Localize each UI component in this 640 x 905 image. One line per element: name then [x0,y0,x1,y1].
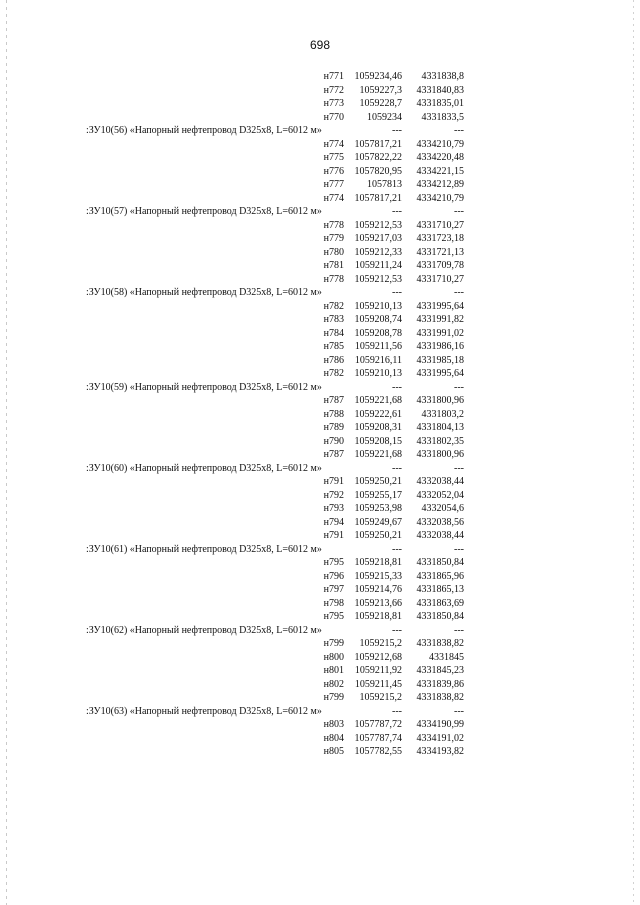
x-coordinate-cell: 1059255,17 [354,489,402,501]
table-row [86,448,466,462]
point-id-cell: н797 [323,584,344,595]
y-coordinate-cell: 4331839,86 [416,678,464,690]
y-coordinate-cell: 4332054,6 [421,503,464,514]
section-label: :ЗУ10(58) «Напорный нефтепровод D325x8, L=6012 м» [86,287,322,298]
table-row [86,529,466,543]
table-row [86,597,466,611]
x-coordinate-cell: 1059208,74 [354,314,402,325]
point-id-cell: н801 [323,665,344,676]
point-id-cell: н796 [323,570,344,582]
point-id-cell: н783 [323,314,344,325]
y-coordinate-cell: 4331802,35 [416,435,464,447]
point-id-cell: н781 [323,260,344,271]
y-coordinate-cell: 4331803,2 [421,408,464,420]
table-row [86,327,466,341]
table-row [86,664,466,678]
table-row [86,421,466,435]
y-coordinate-cell: --- [454,381,464,393]
point-id-cell: н789 [323,422,344,433]
table-row [86,70,466,84]
section-label: :ЗУ10(60) «Напорный нефтепровод D325x8, L=6012 м» [86,462,322,474]
y-coordinate-cell: 4331985,18 [416,354,464,366]
y-coordinate-cell: 4331833,5 [421,111,464,123]
table-row [86,583,466,597]
y-coordinate-cell: 4334212,89 [416,179,464,190]
table-row [86,475,466,489]
point-id-cell: н774 [323,138,344,150]
y-coordinate-cell: 4331723,18 [416,233,464,244]
y-coordinate-cell: 4331850,84 [416,611,464,622]
y-coordinate-cell: --- [454,624,464,636]
point-id-cell: н771 [323,71,344,82]
point-id-cell: н773 [323,98,344,109]
table-row [86,138,466,152]
x-coordinate-cell: 1057817,21 [354,138,402,150]
x-coordinate-cell: 1059215,2 [359,692,402,703]
x-coordinate-cell: 1059227,3 [359,84,402,96]
point-id-cell: н792 [323,489,344,501]
x-coordinate-cell: 1059234,46 [354,71,402,82]
section-header-row [86,381,466,395]
y-coordinate-cell: --- [454,705,464,717]
y-coordinate-cell: 4331991,82 [416,314,464,325]
table-row [86,300,466,314]
y-coordinate-cell: 4331804,13 [416,422,464,433]
table-row [86,97,466,111]
section-header-row [86,543,466,557]
table-row [86,408,466,422]
point-id-cell: н803 [323,719,344,730]
point-id-cell: н779 [323,233,344,244]
point-id-cell: н794 [323,516,344,528]
point-id-cell: н793 [323,503,344,514]
table-row [86,367,466,381]
scan-edge-right [633,0,634,905]
x-coordinate-cell: 1059250,21 [354,530,402,541]
x-coordinate-cell: 1059250,21 [354,476,402,487]
coordinates-table [86,70,466,759]
point-id-cell: н790 [323,435,344,447]
x-coordinate-cell: 1059215,33 [354,570,402,582]
y-coordinate-cell: --- [454,206,464,217]
x-coordinate-cell: --- [392,705,402,717]
section-label: :ЗУ10(61) «Напорный нефтепровод D325x8, L=6012 м» [86,543,322,555]
x-coordinate-cell: 1059211,56 [354,341,402,352]
section-header-row [86,705,466,719]
y-coordinate-cell: 4331850,84 [416,557,464,568]
x-coordinate-cell: 1059210,13 [354,368,402,379]
table-row [86,435,466,449]
x-coordinate-cell: 1059253,98 [354,503,402,514]
page-number: 698 [309,38,331,52]
section-header-row [86,286,466,300]
x-coordinate-cell: 1059213,66 [354,597,402,609]
x-coordinate-cell: 1059211,24 [354,260,402,271]
x-coordinate-cell: --- [392,206,402,217]
y-coordinate-cell: 4331865,96 [416,570,464,582]
y-coordinate-cell: --- [454,125,464,136]
point-id-cell: н787 [323,449,344,460]
y-coordinate-cell: 4331710,27 [416,219,464,231]
section-header-row [86,462,466,476]
x-coordinate-cell: 1059218,81 [354,611,402,622]
y-coordinate-cell: 4331721,13 [416,246,464,258]
y-coordinate-cell: 4332038,44 [416,530,464,541]
y-coordinate-cell: 4332038,56 [416,516,464,528]
point-id-cell: н798 [323,597,344,609]
x-coordinate-cell: --- [392,462,402,474]
y-coordinate-cell: 4331838,82 [416,692,464,703]
x-coordinate-cell: --- [392,125,402,136]
table-row [86,691,466,705]
section-header-row [86,624,466,638]
point-id-cell: н785 [323,341,344,352]
table-row [86,651,466,665]
y-coordinate-cell: 4334210,79 [416,192,464,204]
table-row [86,516,466,530]
point-id-cell: н786 [323,354,344,366]
y-coordinate-cell: 4331800,96 [416,449,464,460]
x-coordinate-cell: 1059217,03 [354,233,402,244]
point-id-cell: н770 [323,111,344,123]
y-coordinate-cell: 4331800,96 [416,395,464,406]
table-row [86,246,466,260]
x-coordinate-cell: 1059215,2 [359,638,402,649]
x-coordinate-cell: 1057822,22 [354,152,402,163]
x-coordinate-cell: 1059249,67 [354,516,402,528]
x-coordinate-cell: 1059210,13 [354,300,402,312]
table-row [86,111,466,125]
table-row [86,354,466,368]
table-row [86,313,466,327]
table-row [86,678,466,692]
x-coordinate-cell: 1059208,15 [354,435,402,447]
point-id-cell: н799 [323,692,344,703]
point-id-cell: н805 [323,746,344,757]
x-coordinate-cell: 1059208,31 [354,422,402,433]
y-coordinate-cell: --- [454,543,464,555]
point-id-cell: н784 [323,327,344,339]
x-coordinate-cell: 1059218,81 [354,557,402,568]
section-label: :ЗУ10(57) «Напорный нефтепровод D325x8, L=6012 м» [86,206,322,217]
y-coordinate-cell: 4331845,23 [416,665,464,676]
point-id-cell: н804 [323,732,344,744]
point-id-cell: н791 [323,530,344,541]
x-coordinate-cell: 1059212,53 [354,219,402,231]
y-coordinate-cell: 4332038,44 [416,476,464,487]
y-coordinate-cell: --- [454,287,464,298]
x-coordinate-cell: 1059212,53 [354,273,402,285]
x-coordinate-cell: 1057813 [367,179,402,190]
x-coordinate-cell: --- [392,543,402,555]
point-id-cell: н777 [323,179,344,190]
point-id-cell: н799 [323,638,344,649]
x-coordinate-cell: 1059228,7 [359,98,402,109]
section-label: :ЗУ10(62) «Напорный нефтепровод D325x8, L=6012 м» [86,624,322,636]
point-id-cell: н795 [323,611,344,622]
point-id-cell: н800 [323,651,344,663]
y-coordinate-cell: 4334220,48 [416,152,464,163]
table-row [86,637,466,651]
x-coordinate-cell: --- [392,624,402,636]
x-coordinate-cell: 1057782,55 [354,746,402,757]
point-id-cell: н788 [323,408,344,420]
x-coordinate-cell: 1059211,45 [354,678,402,690]
point-id-cell: н775 [323,152,344,163]
table-row [86,232,466,246]
y-coordinate-cell: 4334193,82 [416,746,464,757]
table-row [86,394,466,408]
section-header-row [86,124,466,138]
point-id-cell: н802 [323,678,344,690]
point-id-cell: н776 [323,165,344,177]
point-id-cell: н774 [323,192,344,204]
point-id-cell: н782 [323,300,344,312]
point-id-cell: н780 [323,246,344,258]
x-coordinate-cell: --- [392,287,402,298]
y-coordinate-cell: 4332052,04 [416,489,464,501]
y-coordinate-cell: 4331840,83 [416,84,464,96]
section-label: :ЗУ10(56) «Напорный нефтепровод D325x8, L=6012 м» [86,125,322,136]
y-coordinate-cell: 4331709,78 [416,260,464,271]
y-coordinate-cell: 4331835,01 [416,98,464,109]
y-coordinate-cell: 4331995,64 [416,300,464,312]
x-coordinate-cell: 1059234 [367,111,402,123]
table-row [86,151,466,165]
x-coordinate-cell: 1059221,68 [354,449,402,460]
y-coordinate-cell: 4334190,99 [416,719,464,730]
y-coordinate-cell: 4331995,64 [416,368,464,379]
table-row [86,570,466,584]
x-coordinate-cell: 1057787,72 [354,719,402,730]
x-coordinate-cell: 1059216,11 [354,354,402,366]
point-id-cell: н795 [323,557,344,568]
x-coordinate-cell: --- [392,381,402,393]
table-row [86,259,466,273]
section-header-row [86,205,466,219]
table-row [86,732,466,746]
y-coordinate-cell: 4331838,82 [416,638,464,649]
y-coordinate-cell: 4331991,02 [416,327,464,339]
table-row [86,192,466,206]
x-coordinate-cell: 1059222,61 [354,408,402,420]
table-row [86,340,466,354]
table-row [86,273,466,287]
table-row [86,745,466,759]
point-id-cell: н791 [323,476,344,487]
table-row [86,489,466,503]
y-coordinate-cell: --- [454,462,464,474]
y-coordinate-cell: 4331863,69 [416,597,464,609]
table-row [86,219,466,233]
y-coordinate-cell: 4331845 [429,651,464,663]
point-id-cell: н782 [323,368,344,379]
y-coordinate-cell: 4331710,27 [416,273,464,285]
section-label: :ЗУ10(59) «Напорный нефтепровод D325x8, L=6012 м» [86,381,322,393]
x-coordinate-cell: 1057817,21 [354,192,402,204]
y-coordinate-cell: 4331865,13 [416,584,464,595]
table-row [86,178,466,192]
point-id-cell: н772 [323,84,344,96]
x-coordinate-cell: 1059211,92 [354,665,402,676]
y-coordinate-cell: 4334210,79 [416,138,464,150]
y-coordinate-cell: 4334191,02 [416,732,464,744]
x-coordinate-cell: 1059208,78 [354,327,402,339]
x-coordinate-cell: 1059221,68 [354,395,402,406]
x-coordinate-cell: 1057787,74 [354,732,402,744]
point-id-cell: н778 [323,219,344,231]
table-row [86,556,466,570]
point-id-cell: н778 [323,273,344,285]
x-coordinate-cell: 1059212,33 [354,246,402,258]
table-row [86,502,466,516]
section-label: :ЗУ10(63) «Напорный нефтепровод D325x8, L=6012 м» [86,705,322,717]
point-id-cell: н787 [323,395,344,406]
table-row [86,165,466,179]
scan-edge-left [6,0,7,905]
x-coordinate-cell: 1059214,76 [354,584,402,595]
x-coordinate-cell: 1059212,68 [354,651,402,663]
table-row [86,84,466,98]
table-row [86,718,466,732]
table-row [86,610,466,624]
y-coordinate-cell: 4334221,15 [416,165,464,177]
y-coordinate-cell: 4331838,8 [421,71,464,82]
x-coordinate-cell: 1057820,95 [354,165,402,177]
y-coordinate-cell: 4331986,16 [416,341,464,352]
